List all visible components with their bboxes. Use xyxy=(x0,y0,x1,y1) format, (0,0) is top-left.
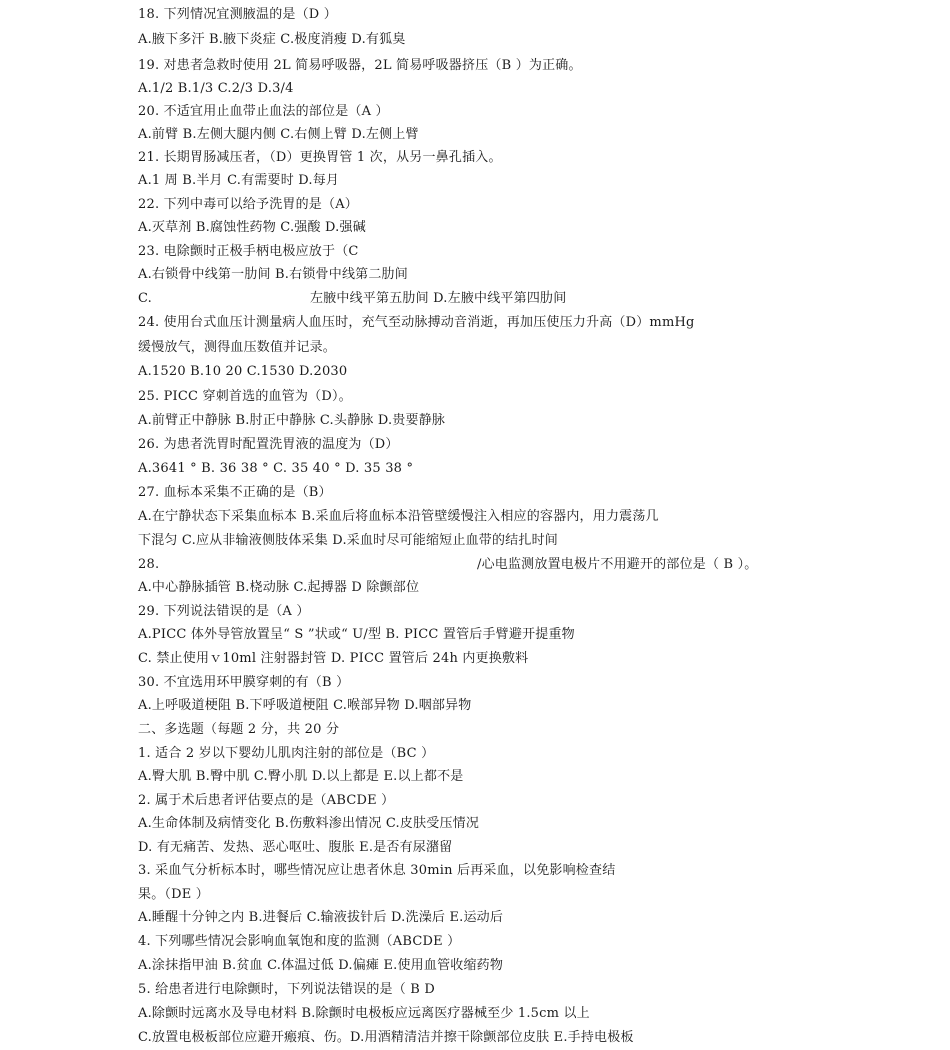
text-segment: 21. 长期胃肠减压者，（D）更换胃管 1 次，从另一鼻孔插入。 xyxy=(138,150,502,165)
text-line-q27-opts1 xyxy=(138,506,659,528)
text-segment: 2. 属于术后患者评估要点的是（ABCDE ） xyxy=(138,793,395,808)
text-line-q21 xyxy=(138,147,502,169)
text-line-m2 xyxy=(138,790,394,812)
text-line-q25-opts xyxy=(138,410,445,432)
text-line-q30 xyxy=(138,672,349,694)
text-segment: A.腋下多汗 B.腋下炎症 C.极度消瘦 D.有狐臭 xyxy=(138,32,406,47)
text-segment: 下混匀 C.应从非输液侧肢体采集 D.采血时尽可能缩短止血带的结扎时间 xyxy=(138,533,558,548)
text-segment: 5. 给患者进行电除颤时，下列说法错误的是（ B D xyxy=(138,982,435,997)
text-segment: A.前臂正中静脉 B.肘正中静脉 C.头静脉 D.贵要静脉 xyxy=(138,413,446,428)
text-segment: C. 禁止使用ｖ10ml 注射器封管 D. PICC 置管后 24h 内更换敷料 xyxy=(138,651,529,666)
text-line-q18-opts xyxy=(138,29,406,51)
text-line-q29-opts2 xyxy=(138,648,528,670)
text-segment: 4. 下列哪些情况会影响血氧饱和度的监测（ABCDE ） xyxy=(138,934,461,949)
text-segment: A.1520 B.10 20 C.1530 D.2030 xyxy=(138,364,348,379)
text-line-q22-opts xyxy=(138,217,366,239)
text-line-q30-opts xyxy=(138,695,472,717)
text-segment: A.PICC 体外导管放置呈“ S ”状或“ U/型 B. PICC 置管后手臂避开提重物 xyxy=(138,627,575,642)
text-segment: 左腋中线平第五肋间 D.左腋中线平第四肋间 xyxy=(310,291,567,306)
text-line-q19 xyxy=(138,55,582,77)
text-segment: 28. xyxy=(138,557,160,572)
text-line-m5 xyxy=(138,979,435,1001)
text-line-sec2 xyxy=(138,719,339,741)
text-line-q29 xyxy=(138,601,310,623)
text-line-q27-opts2 xyxy=(138,530,558,552)
text-segment: 22. 下列中毒可以给予洗胃的是（A） xyxy=(138,197,358,212)
text-line-q27 xyxy=(138,482,332,504)
text-segment: 19. 对患者急救时使用 2L 简易呼吸器，2L 简易呼吸器挤压（B ）为正确。 xyxy=(138,58,582,73)
text-segment: 24. 使用台式血压计测量病人血压时，充气至动脉搏动音消逝，再加压使压力升高（D）mmHg xyxy=(138,315,695,330)
text-segment: A.前臂 B.左侧大腿内侧 C.右侧上臂 D.左侧上臂 xyxy=(138,127,419,142)
text-line-q28 xyxy=(138,554,758,576)
text-segment: 26. 为患者洗胃时配置洗胃液的温度为（D） xyxy=(138,437,399,452)
text-line-m5-opts2 xyxy=(138,1027,634,1049)
text-segment: A.1/2 B.1/3 C.2/3 D.3/4 xyxy=(138,81,294,96)
text-segment: A.睡醒十分钟之内 B.进餐后 C.输液拔针后 D.洗澡后 E.运动后 xyxy=(138,910,504,925)
text-line-q26-opts xyxy=(138,458,413,480)
text-line-q20 xyxy=(138,101,389,123)
text-line-q24-opts xyxy=(138,361,347,383)
text-line-q23-opts2 xyxy=(138,288,567,310)
text-line-m5-opts1 xyxy=(138,1003,590,1025)
text-segment: D. 有无痛苦、发热、恶心呕吐、腹胀 E.是否有尿潴留 xyxy=(138,840,453,855)
text-segment: 1. 适合 2 岁以下婴幼儿肌肉注射的部位是（BC ） xyxy=(138,746,435,761)
text-line-m4 xyxy=(138,931,460,953)
text-segment: A.除颤时远离水及导电材料 B.除颤时电极板应远离医疗器械至少 1.5cm 以上 xyxy=(138,1006,590,1021)
text-line-q23-opts1 xyxy=(138,264,408,286)
text-line-q23 xyxy=(138,241,359,263)
text-segment: 二、多选题（每题 2 分，共 20 分 xyxy=(138,722,340,737)
text-line-q20-opts xyxy=(138,124,419,146)
text-line-m1-opts xyxy=(138,766,463,788)
text-segment: C.放置电极板部位应避开瘢痕、伤。D.用酒精清洁并擦干除颤部位皮肤 E.手持电极板 xyxy=(138,1030,634,1045)
text-segment: A.中心静脉插管 B.桡动脉 C.起搏器 D 除颤部位 xyxy=(138,580,420,595)
text-line-q19-opts xyxy=(138,78,294,100)
text-segment: A.1 周 B.半月 C.有需要时 D.每月 xyxy=(138,173,340,188)
text-segment: A.灭草剂 B.腐蚀性药物 C.强酸 D.强碱 xyxy=(138,220,366,235)
text-segment: 27. 血标本采集不正确的是（B） xyxy=(138,485,332,500)
text-segment: /心电监测放置电极片不用避开的部位是（ B ）。 xyxy=(477,557,758,572)
text-line-q22 xyxy=(138,194,358,216)
text-segment: 30. 不宜选用环甲膜穿刺的有（B ） xyxy=(138,675,350,690)
text-segment: A.在宁静状态下采集血标本 B.采血后将血标本沿管壁缓慢注入相应的容器内，用力震荡几 xyxy=(138,509,659,524)
text-line-q28-opts xyxy=(138,577,419,599)
text-line-m2-opts2 xyxy=(138,837,452,859)
text-segment: A.3641 ° B. 36 38 ° C. 35 40 ° D. 35 38 ° xyxy=(138,461,414,476)
text-line-m2-opts1 xyxy=(138,813,479,835)
text-line-m1 xyxy=(138,743,434,765)
text-line-q25 xyxy=(138,386,352,408)
text-segment: C. xyxy=(138,291,153,306)
text-line-m4-opts xyxy=(138,955,503,977)
text-segment: A.右锁骨中线第一肋间 B.右锁骨中线第二肋间 xyxy=(138,267,408,282)
text-segment: 果。（DE ） xyxy=(138,887,209,902)
text-line-m3-opts xyxy=(138,907,503,929)
text-segment: A.生命体制及病情变化 B.伤敷料渗出情况 C.皮肤受压情况 xyxy=(138,816,480,831)
text-segment: A.臀大肌 B.臀中肌 C.臀小肌 D.以上都是 E.以上都不是 xyxy=(138,769,464,784)
text-segment: 3. 采血气分析标本时，哪些情况应让患者休息 30min 后再采血，以免影响检查结 xyxy=(138,863,616,878)
text-line-q24 xyxy=(138,312,695,334)
text-segment: 18. 下列情况宜测腋温的是（D ） xyxy=(138,7,337,22)
text-segment: 29. 下列说法错误的是（A ） xyxy=(138,604,310,619)
text-line-q29-opts1 xyxy=(138,624,575,646)
text-line-q26 xyxy=(138,434,399,456)
text-segment: A.上呼吸道梗阻 B.下呼吸道梗阻 C.喉部异物 D.咽部异物 xyxy=(138,698,472,713)
text-line-q24-cont xyxy=(138,337,336,359)
text-segment: A.涂抹指甲油 B.贫血 C.体温过低 D.偏瘫 E.使用血管收缩药物 xyxy=(138,958,504,973)
text-line-q21-opts xyxy=(138,170,339,192)
text-segment: 20. 不适宜用止血带止血法的部位是（A ） xyxy=(138,104,389,119)
text-line-m3 xyxy=(138,860,615,882)
text-segment: 25. PICC 穿刺首选的血管为（D）。 xyxy=(138,389,352,404)
text-line-q18 xyxy=(138,4,337,26)
text-segment: 23. 电除颤时正极手柄电极应放于（C xyxy=(138,244,359,259)
text-segment: 缓慢放气，测得血压数值并记录。 xyxy=(138,340,337,355)
text-line-m3-cont xyxy=(138,884,209,906)
